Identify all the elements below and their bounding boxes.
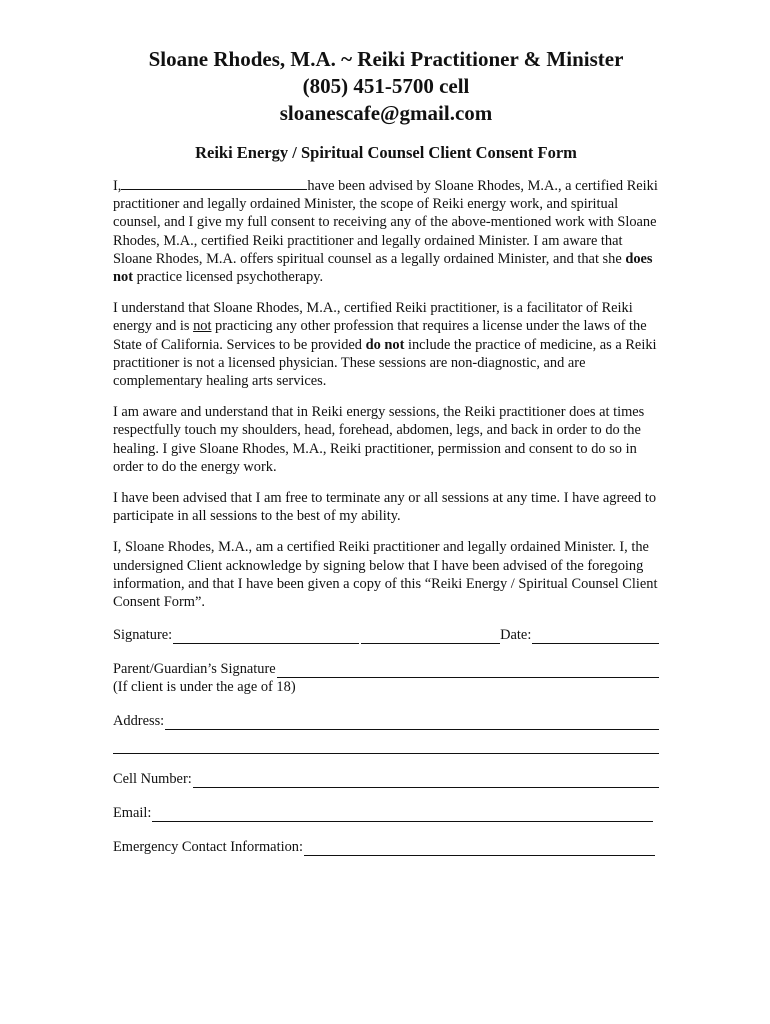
paragraph-facilitator [113,299,659,390]
signature-label: Signature: [113,627,173,644]
address-field[interactable] [165,715,659,730]
cell-number-field[interactable] [193,773,659,788]
guardian-signature-label: Parent/Guardian’s Signature [113,661,276,678]
cell-number-label: Cell Number: [113,771,192,788]
email-field[interactable] [152,807,653,822]
paragraph-facilitator-text-3: include the practice of medicine, as a Reiki practitioner is not a licensed physician. These sessions are non-diagnostic, and are complementary healing arts services. [113,336,657,390]
client-name-field[interactable] [121,177,307,190]
date-field[interactable] [532,629,659,644]
paragraph-consent-bold: does not [113,250,653,286]
email-label: Email: [113,805,152,822]
paragraph-touch: I am aware and understand that in Reiki energy sessions, the Reiki practitioner does at times respectfully touch my shoulders, head, forehead, abdomen, legs, and back in order to do the healing. I give Sloane Rhodes, M.A., Reiki practitioner, permission and consent to do so in order to do the energy work. [113,404,645,475]
date-label: Date: [500,627,532,644]
paragraph-facilitator-text-1: I understand that Sloane Rhodes, M.A., certified Reiki practitioner, is a facilitator of Reiki energy and is [113,300,633,335]
paragraph-consent-text-2: practice licensed psychotherapy. [133,269,324,286]
guardian-signature-row [113,660,659,678]
emergency-contact-row [113,838,659,856]
paragraph-consent-text-1: have been advised by Sloane Rhodes, M.A., a certified Reiki practitioner and legally ordained Minister, the scope of Reiki energy work, and spiritual counsel, and I give my full consent to receiving any of the above-mentioned work with Sloane Rhodes, M.A., certified Reiki practitioner and legally ordained Minister. I am aware that Sloane Rhodes, M.A. offers spiritual counsel as a legally ordained Minister, and that she [113,178,658,267]
signature-field[interactable] [173,629,359,644]
address-label: Address: [113,713,165,730]
practitioner-email: sloanescafe@gmail.com [279,101,493,125]
email-row [113,804,659,822]
form-title: Reiki Energy / Spiritual Counsel Client Consent Form [195,143,577,162]
client-name-lead: I, [113,178,122,194]
guardian-note-row [113,678,659,696]
consent-form-page [113,46,659,872]
paragraph-facilitator-text-2: practicing any other profession that requires a license under the laws of the State of California. Services to be provided [113,318,647,353]
paragraph-facilitator-underlined: not [193,318,212,335]
emergency-contact-label: Emergency Contact Information: [113,839,303,856]
address-field-second-line[interactable] [113,752,659,754]
address-row [113,712,659,730]
signature-row [113,626,659,644]
cell-number-row [113,770,659,788]
paragraph-facilitator-bold: do not [365,336,405,353]
signature-field-extension[interactable] [361,629,500,644]
paragraph-acknowledge: I, Sloane Rhodes, M.A., am a certified Reiki practitioner and legally ordained Minister. I, the undersigned Client acknowledge by signing below that I have been advised of the foregoing information, and that I have been given a copy of this “Reiki Energy / Spiritual Counsel Client Consent Form”. [113,539,658,611]
guardian-signature-field[interactable] [277,663,659,678]
practitioner-name-title: Sloane Rhodes, M.A. ~ Reiki Practitioner & Minister [148,47,624,71]
practitioner-phone: (805) 451-5700 cell [302,74,470,98]
emergency-contact-field[interactable] [304,841,655,856]
guardian-note: (If client is under the age of 18) [113,679,296,696]
paragraph-terminate: I have been advised that I am free to terminate any or all sessions at any time. I have agreed to participate in all sessions to the best of my ability. [113,490,657,525]
paragraph-consent [113,177,659,286]
document-header [93,46,679,127]
